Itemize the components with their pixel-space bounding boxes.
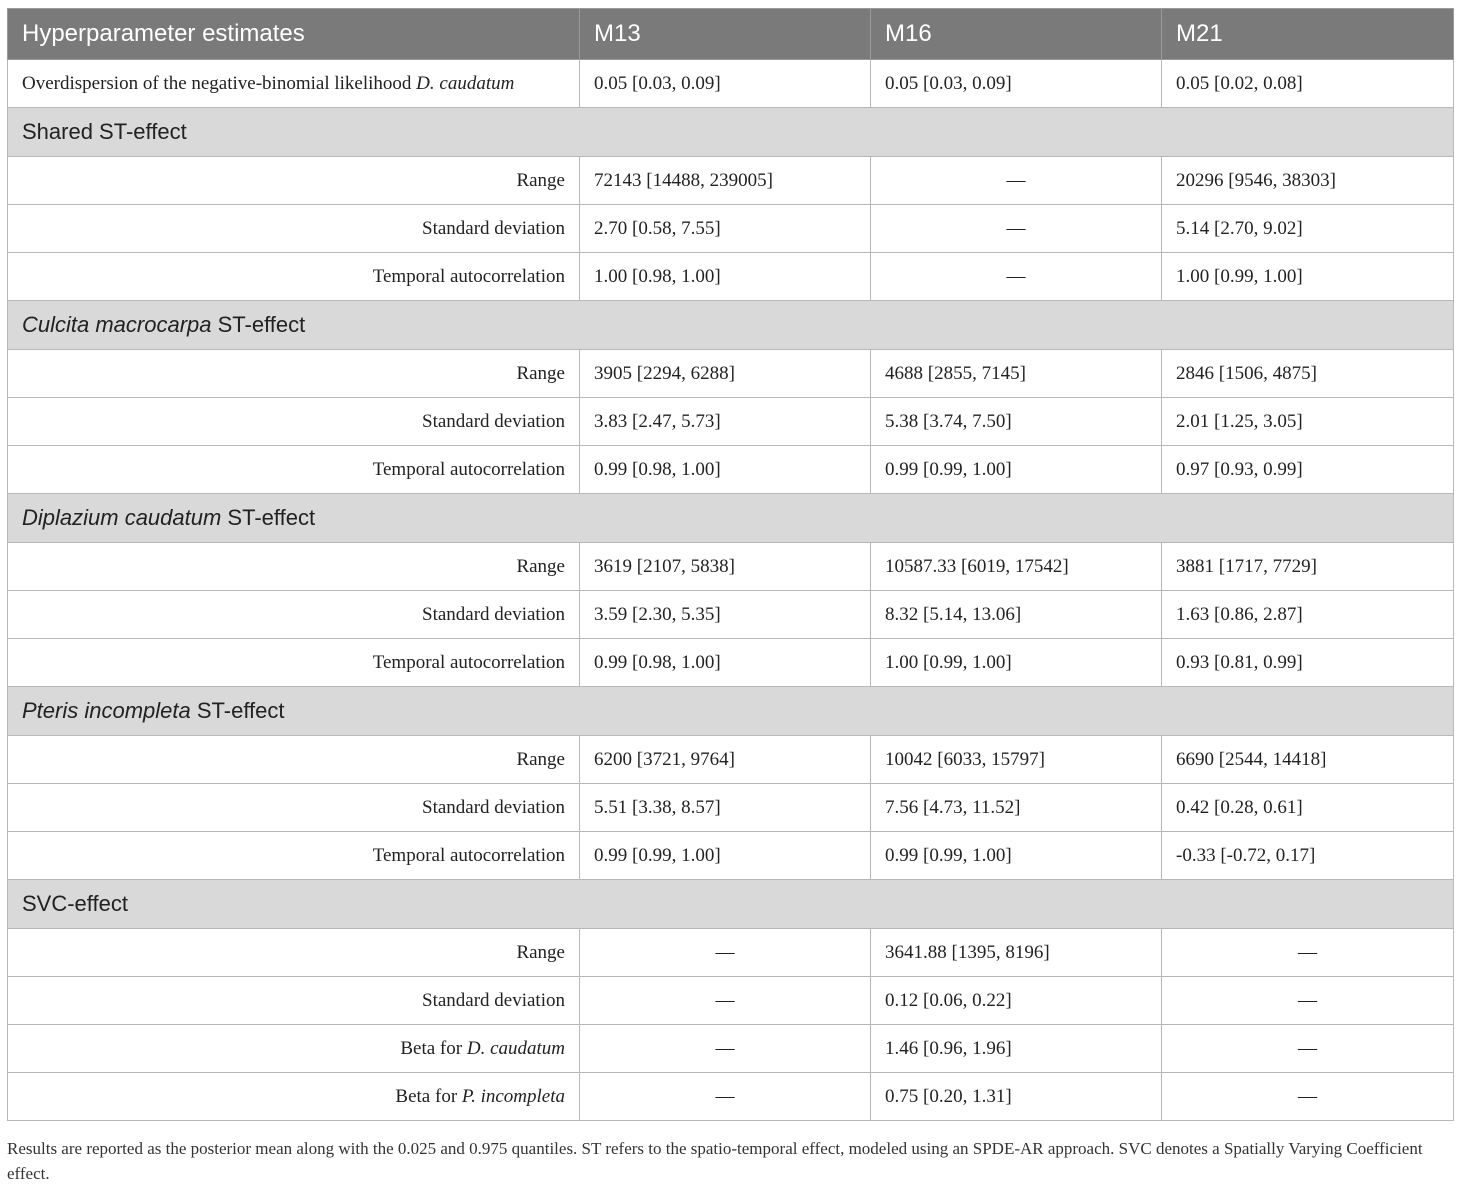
header-m16: M16 — [871, 9, 1162, 60]
cell-m13: 3905 [2294, 6288] — [580, 350, 871, 398]
row-label: Beta for D. caudatum — [8, 1025, 580, 1073]
row-label: Range — [8, 350, 580, 398]
cell-m16: 10042 [6033, 15797] — [871, 736, 1162, 784]
row-label: Temporal autocorrelation — [8, 639, 580, 687]
table-row — [8, 446, 1454, 494]
row-label: Standard deviation — [8, 205, 580, 253]
cell-m13: 0.05 [0.03, 0.09] — [580, 60, 871, 108]
header-row — [8, 9, 1454, 60]
cell-m13: 0.99 [0.98, 1.00] — [580, 446, 871, 494]
table-row — [8, 977, 1454, 1025]
cell-m21: 0.42 [0.28, 0.61] — [1162, 784, 1454, 832]
cell-m21: 0.93 [0.81, 0.99] — [1162, 639, 1454, 687]
section-title: Diplazium caudatum ST-effect — [8, 494, 1454, 543]
row-label: Range — [8, 736, 580, 784]
table-row — [8, 929, 1454, 977]
table-row — [8, 60, 1454, 108]
table-row — [8, 1025, 1454, 1073]
row-label: Temporal autocorrelation — [8, 832, 580, 880]
cell-m13: — — [580, 977, 871, 1025]
section-title: Culcita macrocarpa ST-effect — [8, 301, 1454, 350]
cell-m16: — — [871, 253, 1162, 301]
cell-m13: 0.99 [0.98, 1.00] — [580, 639, 871, 687]
header-m21: M21 — [1162, 9, 1454, 60]
table-row — [8, 1073, 1454, 1121]
header-hyperparameter: Hyperparameter estimates — [8, 9, 580, 60]
cell-m21: 1.63 [0.86, 2.87] — [1162, 591, 1454, 639]
cell-m13: 3.83 [2.47, 5.73] — [580, 398, 871, 446]
cell-m21: 20296 [9546, 38303] — [1162, 157, 1454, 205]
table-row — [8, 205, 1454, 253]
cell-m21: 5.14 [2.70, 9.02] — [1162, 205, 1454, 253]
table-row — [8, 832, 1454, 880]
cell-m13: — — [580, 929, 871, 977]
cell-m16: 10587.33 [6019, 17542] — [871, 543, 1162, 591]
row-label: Temporal autocorrelation — [8, 446, 580, 494]
cell-m21: — — [1162, 1025, 1454, 1073]
cell-m13: 3.59 [2.30, 5.35] — [580, 591, 871, 639]
table-row — [8, 736, 1454, 784]
cell-m21: 0.05 [0.02, 0.08] — [1162, 60, 1454, 108]
cell-m21: 2.01 [1.25, 3.05] — [1162, 398, 1454, 446]
cell-m21: — — [1162, 1073, 1454, 1121]
cell-m16: 7.56 [4.73, 11.52] — [871, 784, 1162, 832]
table-row — [8, 784, 1454, 832]
table-container — [7, 8, 1453, 1121]
table-footnote: Results are reported as the posterior mean along with the 0.025 and 0.975 quantiles. ST refers to the spatio-temporal effect, modeled using an SPDE-AR approach. SVC denotes a Spatially Varying Coefficient effect. — [7, 1139, 1423, 1183]
row-label: Range — [8, 157, 580, 205]
cell-m16: 1.00 [0.99, 1.00] — [871, 639, 1162, 687]
cell-m21: 1.00 [0.99, 1.00] — [1162, 253, 1454, 301]
cell-m21: 6690 [2544, 14418] — [1162, 736, 1454, 784]
cell-m21: 0.97 [0.93, 0.99] — [1162, 446, 1454, 494]
table-row — [8, 543, 1454, 591]
cell-m16: 5.38 [3.74, 7.50] — [871, 398, 1162, 446]
overdispersion-label: Overdispersion of the negative-binomial likelihood D. caudatum — [8, 60, 580, 108]
section-row-svc — [8, 880, 1454, 929]
cell-m13: 0.99 [0.99, 1.00] — [580, 832, 871, 880]
cell-m16: 3641.88 [1395, 8196] — [871, 929, 1162, 977]
cell-m16: 0.12 [0.06, 0.22] — [871, 977, 1162, 1025]
cell-m13: 1.00 [0.98, 1.00] — [580, 253, 871, 301]
table-row — [8, 157, 1454, 205]
table-row — [8, 253, 1454, 301]
cell-m16: 0.99 [0.99, 1.00] — [871, 832, 1162, 880]
cell-m16: 8.32 [5.14, 13.06] — [871, 591, 1162, 639]
cell-m21: — — [1162, 929, 1454, 977]
cell-m16: 0.75 [0.20, 1.31] — [871, 1073, 1162, 1121]
cell-m13: — — [580, 1025, 871, 1073]
row-label: Range — [8, 543, 580, 591]
section-row-culcita — [8, 301, 1454, 350]
table-row — [8, 398, 1454, 446]
hyperparameter-table — [7, 8, 1454, 1121]
cell-m13: 5.51 [3.38, 8.57] — [580, 784, 871, 832]
cell-m16: 4688 [2855, 7145] — [871, 350, 1162, 398]
row-label: Standard deviation — [8, 977, 580, 1025]
cell-m21: 2846 [1506, 4875] — [1162, 350, 1454, 398]
cell-m16: 0.99 [0.99, 1.00] — [871, 446, 1162, 494]
row-label: Standard deviation — [8, 784, 580, 832]
cell-m21: -0.33 [-0.72, 0.17] — [1162, 832, 1454, 880]
cell-m16: 0.05 [0.03, 0.09] — [871, 60, 1162, 108]
row-label: Standard deviation — [8, 591, 580, 639]
section-title: Pteris incompleta ST-effect — [8, 687, 1454, 736]
row-label: Temporal autocorrelation — [8, 253, 580, 301]
cell-m21: 3881 [1717, 7729] — [1162, 543, 1454, 591]
section-row-diplazium — [8, 494, 1454, 543]
section-row-shared — [8, 108, 1454, 157]
row-label: Beta for P. incompleta — [8, 1073, 580, 1121]
cell-m21: — — [1162, 977, 1454, 1025]
header-m13: M13 — [580, 9, 871, 60]
cell-m13: 6200 [3721, 9764] — [580, 736, 871, 784]
cell-m13: — — [580, 1073, 871, 1121]
cell-m13: 2.70 [0.58, 7.55] — [580, 205, 871, 253]
cell-m13: 72143 [14488, 239005] — [580, 157, 871, 205]
section-title: Shared ST-effect — [8, 108, 1454, 157]
table-row — [8, 639, 1454, 687]
section-row-pteris — [8, 687, 1454, 736]
cell-m16: — — [871, 205, 1162, 253]
cell-m16: 1.46 [0.96, 1.96] — [871, 1025, 1162, 1073]
cell-m16: — — [871, 157, 1162, 205]
row-label: Standard deviation — [8, 398, 580, 446]
table-row — [8, 350, 1454, 398]
table-row — [8, 591, 1454, 639]
cell-m13: 3619 [2107, 5838] — [580, 543, 871, 591]
row-label: Range — [8, 929, 580, 977]
section-title: SVC-effect — [8, 880, 1454, 929]
